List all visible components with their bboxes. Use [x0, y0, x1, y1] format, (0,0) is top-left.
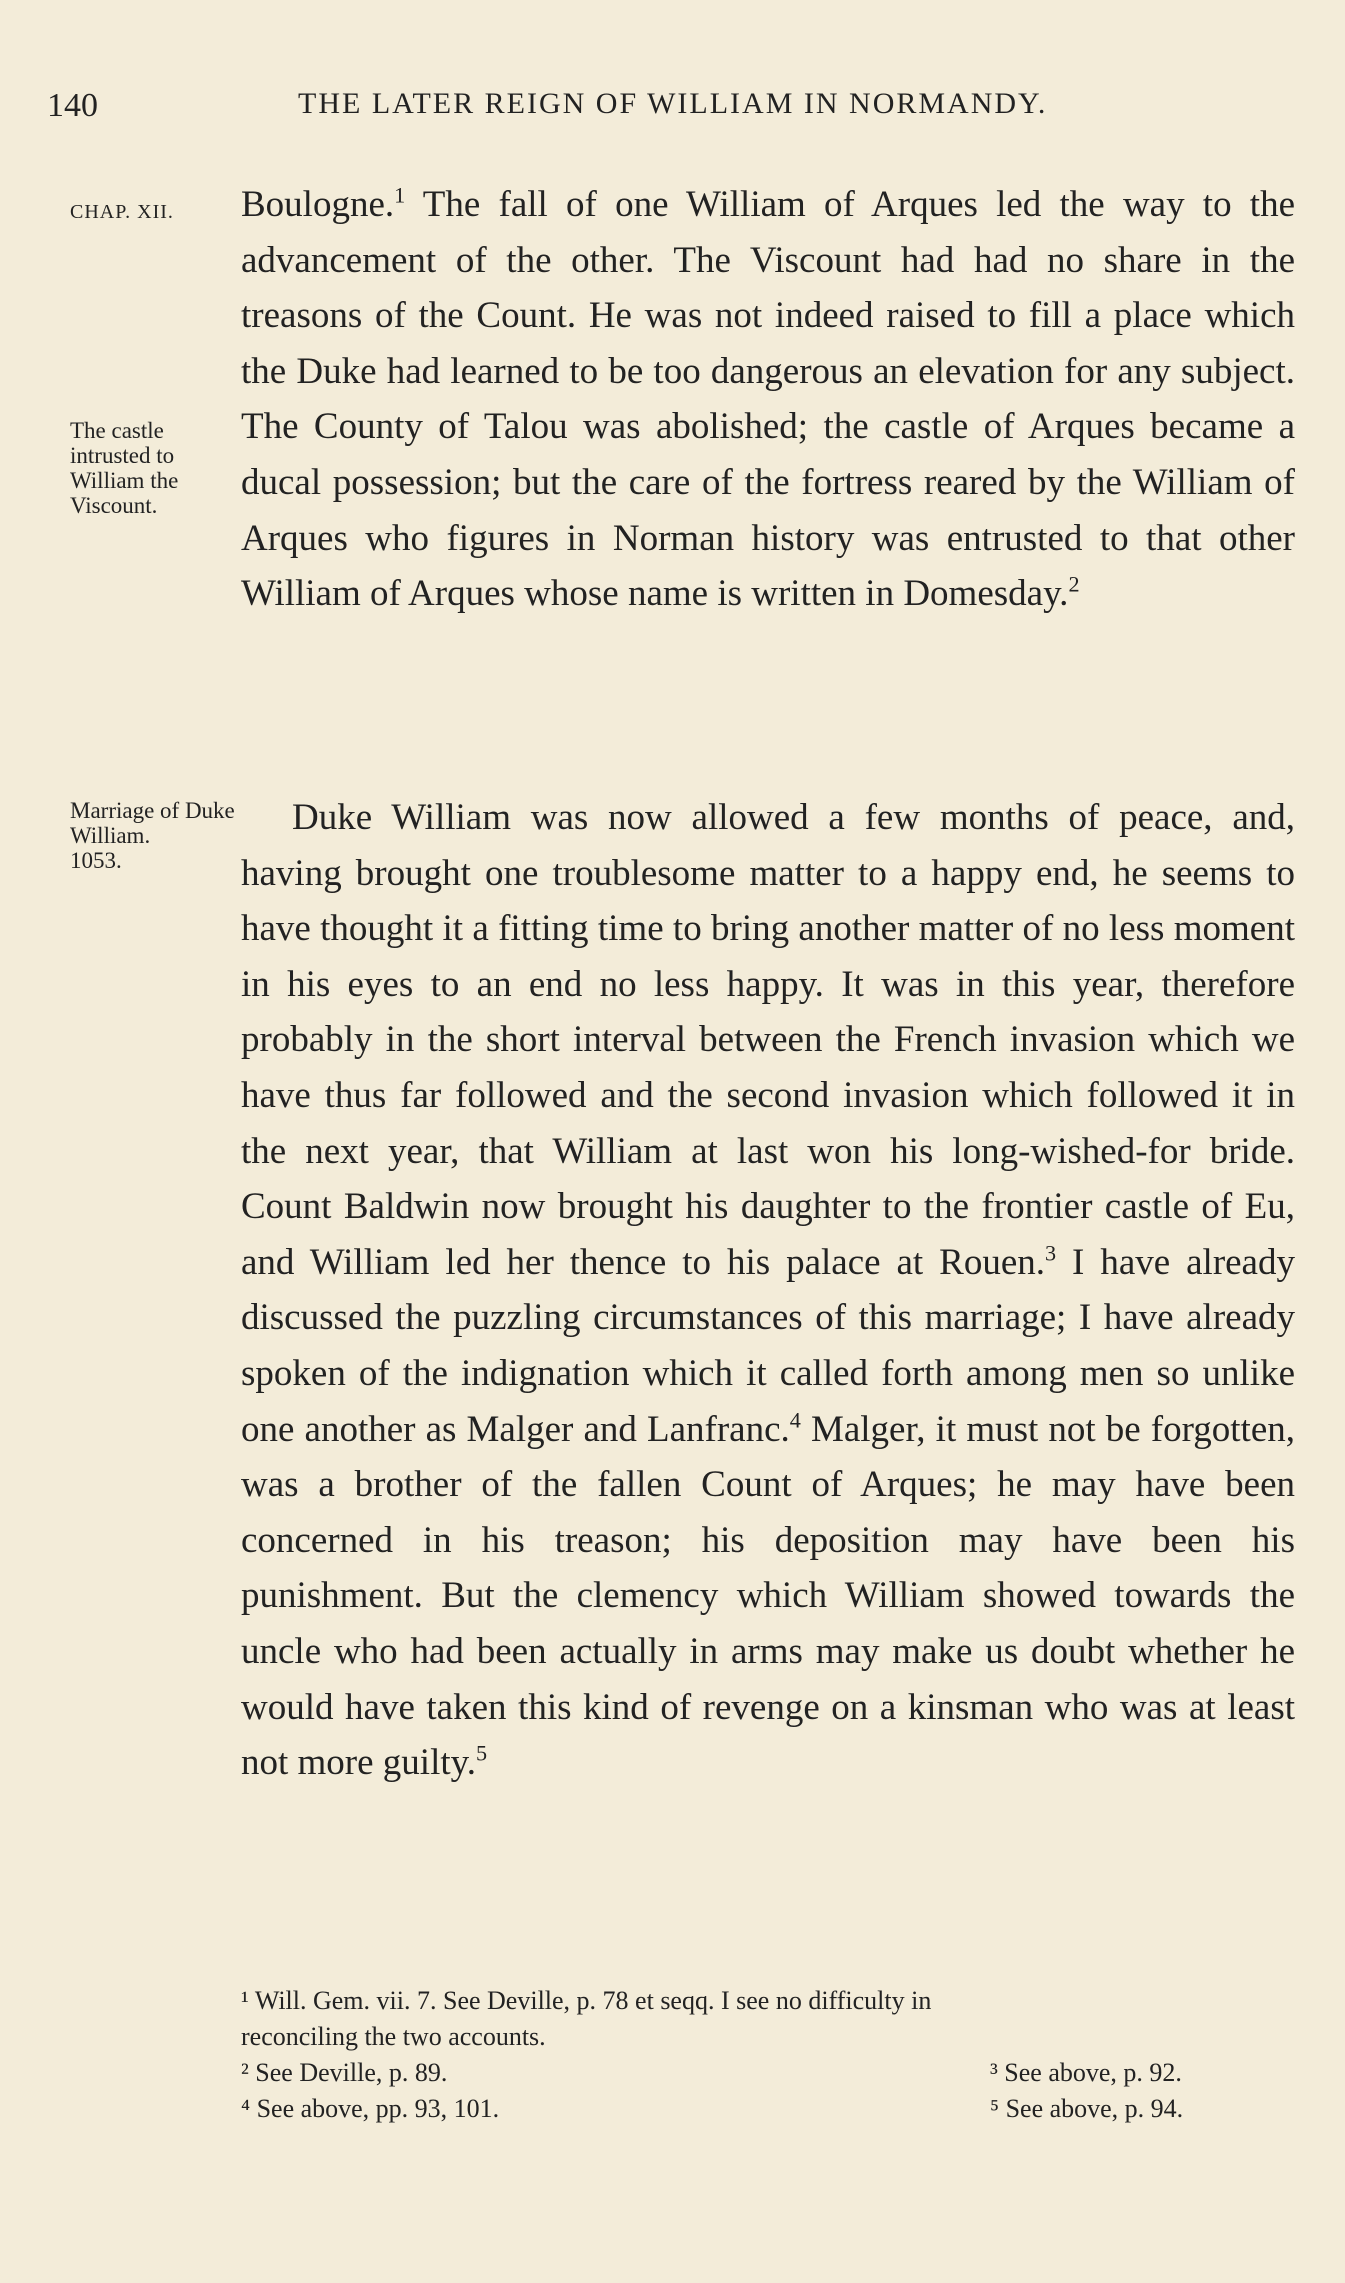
footnote-5: ⁵ See above, p. 94. — [990, 2094, 1184, 2123]
footnote-ref-3[interactable]: 3 — [1045, 1240, 1057, 1266]
footnote-row-b — [241, 2091, 1295, 2127]
footnote-ref-5[interactable]: 5 — [476, 1740, 488, 1766]
footnote-3: ³ See above, p. 92. — [990, 2058, 1182, 2087]
footnote-ref-1[interactable]: 1 — [394, 182, 406, 208]
page-number: 140 — [47, 87, 98, 124]
footnote-1: ¹ Will. Gem. vii. 7. See Deville, p. 78 et seqq. I see no difficulty in — [241, 1986, 932, 2015]
footnote-ref-4[interactable]: 4 — [789, 1407, 801, 1433]
margin-note-chapter: CHAP. XII. — [70, 201, 174, 223]
margin-note-castle: The castle intrusted to William the Viscount. — [70, 418, 179, 518]
paragraph-1 — [241, 177, 1295, 622]
margin-note-marriage — [70, 798, 245, 873]
paragraph-2 — [241, 790, 1295, 1791]
margin-note-year: 1053. — [70, 848, 122, 873]
margin-note-marriage-text: Marriage of Duke William. — [70, 798, 235, 848]
p2-text-a: Duke William was now allowed a few months of peace, and, having brought one troublesome matter to a happy end, he seems to have thought it a fitting time to bring another matter of no less moment in his eyes to an end no less happy. It was in this year, therefore probably in the short interval between the French invasion which we have thus far followed and the second invasion which followed it in the next year, that William at last won his long-wished-for bride. Count Baldwin now brought his daughter to the frontier castle of Eu, and William led her thence to his palace at Rouen. — [241, 797, 1295, 1283]
p1-text-a: Boulogne. — [241, 184, 395, 225]
p2-text-c: Malger, it must not be forgotten, was a brother of the fallen Count of Arques; he may have been concerned in his treason; his deposition may have been his punishment. But the clemency which William showed towards the uncle who had been actually in arms may make us doubt whether he would have taken this kind of revenge on a kinsman who was at least not more guilty. — [241, 1408, 1296, 1784]
footnote-ref-2[interactable]: 2 — [1068, 571, 1080, 597]
p1-text-b: The fall of one William of Arques led the way to the advancement of the other. The Viscount had had no share in the treasons of the Count. He was not indeed raised to fill a place which the Duke had learned to be too dangerous an elevation for any subject. The County of Talou was abolished; the castle of Arques became a ducal possession; but the care of the fortress reared by the William of Arques who figures in Norman history was entrusted to that other William of Arques whose name is written in Domesday. — [241, 184, 1295, 615]
running-head: THE LATER REIGN OF WILLIAM IN NORMANDY. — [298, 87, 1048, 120]
footnotes — [241, 1983, 1295, 2127]
footnote-2: ² See Deville, p. 89. — [241, 2058, 448, 2087]
p2-text-b: I have already discussed the puzzling circumstances of this marriage; I have already spoken of the indignation which it called forth among men so unlike one another as Malger and Lanfranc. — [241, 1241, 1295, 1450]
footnote-1-continued: reconciling the two accounts. — [241, 2022, 546, 2051]
footnote-4: ⁴ See above, pp. 93, 101. — [241, 2094, 500, 2123]
footnote-row-a — [241, 2055, 1295, 2091]
